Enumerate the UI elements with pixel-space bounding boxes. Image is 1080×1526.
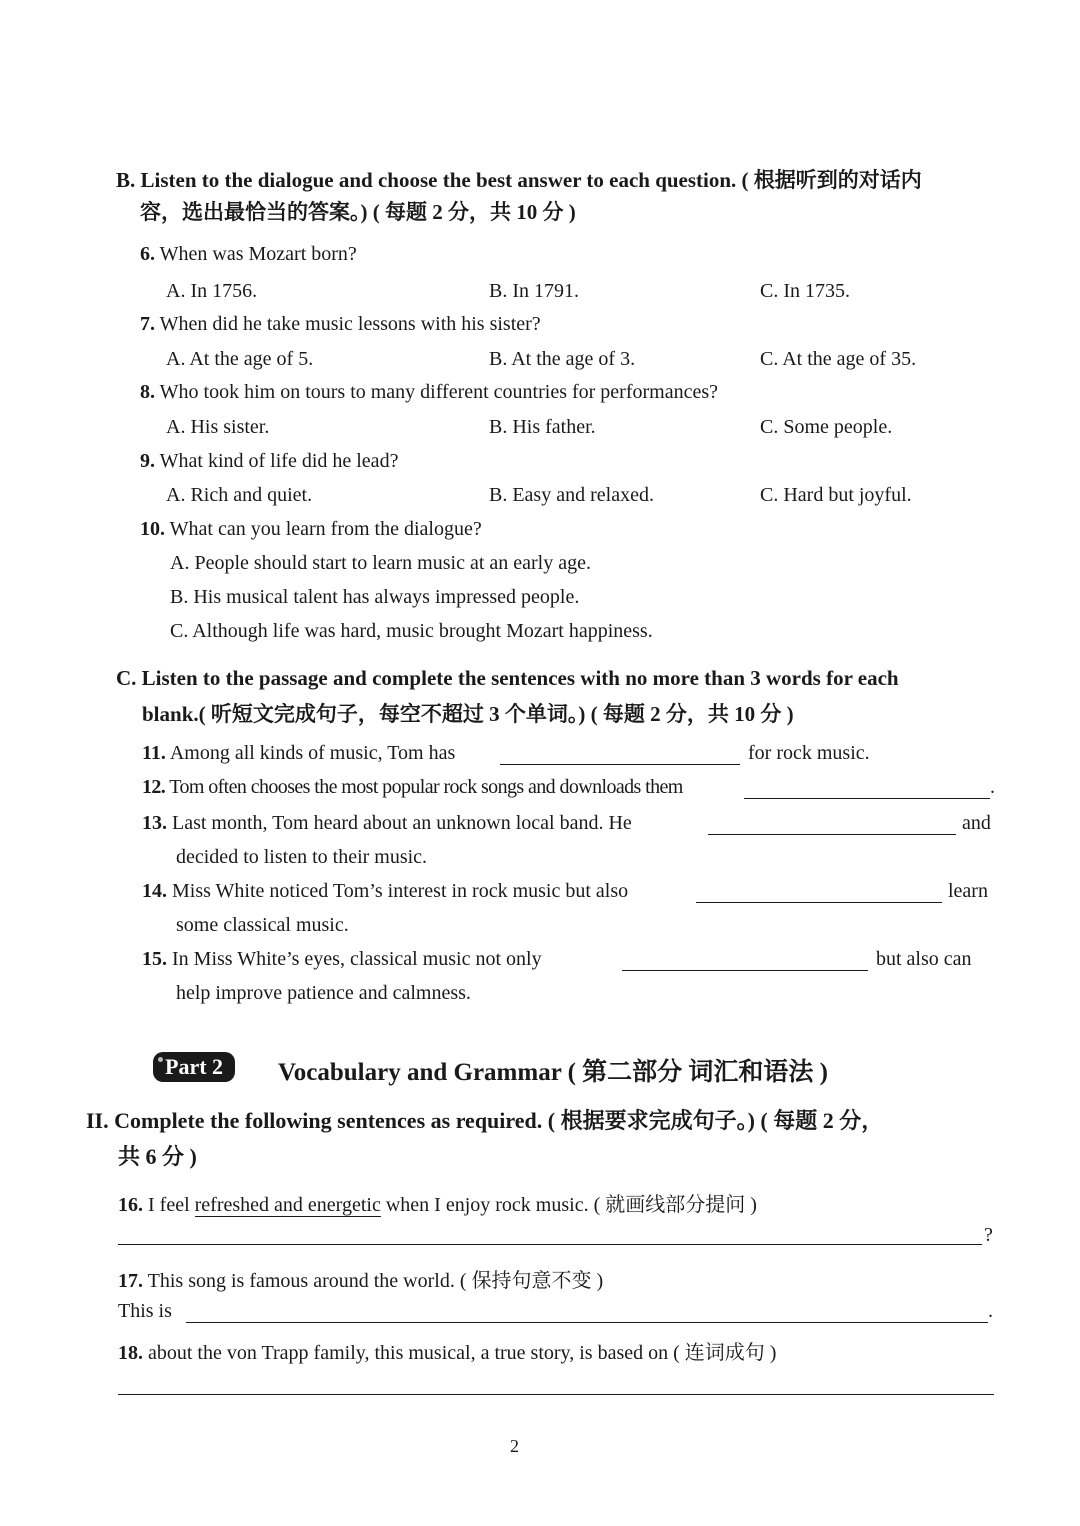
section-c-instruction-cont: blank.( 听短文完成句子，每空不超过 3 个单词。) ( 每题 2 分，共 10 分 ) (142, 702, 794, 726)
q11-answer-blank[interactable] (500, 764, 740, 765)
q10-option-b[interactable]: B. His musical talent has always impressed people. (170, 586, 580, 608)
question-14: 14. Miss White noticed Tom’s interest in rock music but also (142, 880, 629, 902)
q7-option-b[interactable]: B. At the age of 3. (489, 348, 636, 370)
question-9: 9. What kind of life did he lead? (140, 450, 399, 472)
q6-option-a[interactable]: A. In 1756. (166, 280, 258, 302)
q14-answer-blank[interactable] (696, 902, 942, 903)
q17-prefix: This is (118, 1300, 172, 1322)
q8-option-a[interactable]: A. His sister. (166, 416, 270, 438)
q12-answer-blank[interactable] (744, 798, 990, 799)
q13-answer-blank[interactable] (708, 834, 956, 835)
question-18: 18. about the von Trapp family, this musical, a true story, is based on ( 连词成句 ) (118, 1342, 777, 1364)
q16-underlined-phrase: refreshed and energetic (194, 1194, 381, 1216)
section-ii-instruction-cont: 共 6 分 ) (118, 1144, 197, 1169)
question-13: 13. Last month, Tom heard about an unknown local band. He (142, 812, 632, 834)
question-16: 16. I feel refreshed and energetic when I enjoy rock music. ( 就画线部分提问 ) (118, 1194, 757, 1216)
part-2-badge: Part 2 (153, 1052, 235, 1082)
question-11: 11. Among all kinds of music, Tom has (142, 742, 456, 764)
section-b-instruction-cont: 容，选出最恰当的答案。) ( 每题 2 分，共 10 分 ) (140, 200, 576, 224)
q15-text-line2: help improve patience and calmness. (176, 982, 471, 1004)
section-b-instruction: B. Listen to the dialogue and choose the best answer to each question. ( 根据听到的对话内 (116, 168, 922, 192)
part-2-title: Vocabulary and Grammar ( 第二部分 词汇和语法 ) (278, 1059, 829, 1086)
q6-option-c[interactable]: C. In 1735. (760, 280, 850, 302)
q13-text-after: and (962, 812, 991, 834)
q10-option-c[interactable]: C. Although life was hard, music brought Mozart happiness. (170, 620, 653, 642)
question-8: 8. Who took him on tours to many different countries for performances? (140, 381, 718, 403)
q16-end-mark: ? (984, 1224, 993, 1246)
question-15: 15. In Miss White’s eyes, classical music not only (142, 948, 542, 970)
q7-option-a[interactable]: A. At the age of 5. (166, 348, 314, 370)
page-number: 2 (510, 1436, 519, 1456)
question-6: 6. When was Mozart born? (140, 243, 357, 265)
section-c-instruction: C. Listen to the passage and complete the sentences with no more than 3 words for each (116, 666, 899, 690)
q8-option-c[interactable]: C. Some people. (760, 416, 893, 438)
section-ii-instruction: II. Complete the following sentences as required. ( 根据要求完成句子。) ( 每题 2 分， (86, 1108, 884, 1133)
q7-option-c[interactable]: C. At the age of 35. (760, 348, 917, 370)
q17-answer-line[interactable] (186, 1322, 988, 1323)
q16-answer-line[interactable] (118, 1244, 982, 1245)
q18-answer-line[interactable] (118, 1394, 994, 1395)
q6-option-b[interactable]: B. In 1791. (489, 280, 579, 302)
q17-end-mark: . (988, 1300, 993, 1322)
question-17: 17. This song is famous around the world. ( 保持句意不变 ) (118, 1270, 604, 1292)
q15-answer-blank[interactable] (622, 970, 868, 971)
q14-text-after: learn (948, 880, 988, 902)
question-7: 7. When did he take music lessons with his sister? (140, 313, 541, 335)
q9-option-b[interactable]: B. Easy and relaxed. (489, 484, 654, 506)
question-10: 10. What can you learn from the dialogue? (140, 518, 482, 540)
q14-text-line2: some classical music. (176, 914, 349, 936)
q10-option-a[interactable]: A. People should start to learn music at an early age. (170, 552, 591, 574)
q8-option-b[interactable]: B. His father. (489, 416, 596, 438)
q11-text-after: for rock music. (748, 742, 870, 764)
q12-text-after: . (990, 776, 995, 798)
question-12: 12. Tom often chooses the most popular rock songs and downloads them (142, 776, 683, 798)
q9-option-a[interactable]: A. Rich and quiet. (166, 484, 313, 506)
q15-text-after: but also can (876, 948, 972, 970)
q13-text-line2: decided to listen to their music. (176, 846, 428, 868)
badge-dot-icon (158, 1057, 163, 1062)
q9-option-c[interactable]: C. Hard but joyful. (760, 484, 912, 506)
